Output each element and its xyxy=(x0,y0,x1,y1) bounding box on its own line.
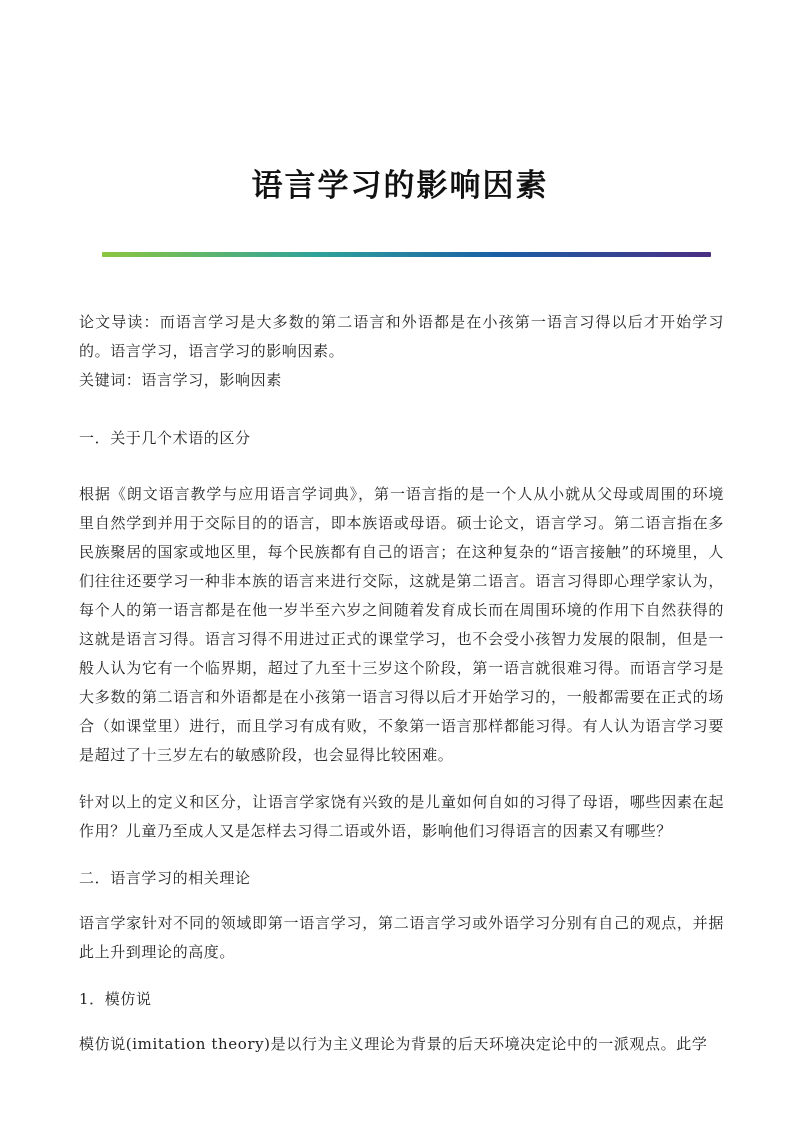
subsection-1-heading: 1．模仿说 xyxy=(79,990,152,1008)
title-divider xyxy=(102,252,711,257)
keywords-text: 关键词：语言学习，影响因素 xyxy=(79,371,282,389)
page-title: 语言学习的影响因素 xyxy=(251,168,549,204)
main-content xyxy=(79,480,724,1077)
paragraph-4: 模仿说(imitation theory)是以行为主义理论为背景的后天环境决定论中的一派观点。此学 xyxy=(79,1035,708,1053)
paragraph-1: 根据《朗文语言教学与应用语言学词典》，第一语言指的是一个人从小就从父母或周围的环境里自然学到并用于交际目的的语言，即本族语或母语。硕士论文，语言学习。第二语言指在多民族聚居的国家或地区里，每个民族都有自己的语言；在这种复杂的“语言接触”的环境里，人们往往还要学习一种非本族的语言来进行交际，这就是第二语言。语言习得即心理学家认为，每个人的第一语言都是在他一岁半至六岁之间随着发育成长而在周围环境的作用下自然获得的这就是语言习得。语言习得不用进过正式的课堂学习，也不会受小孩智力发展的限制，但是一般人认为它有一个临界期，超过了九至十三岁这个阶段，第一语言就很难习得。而语言学习是大多数的第二语言和外语都是在小孩第一语言习得以后才开始学习的，一般都需要在正式的场合（如课堂里）进行，而且学习有成有败，不象第一语言那样都能习得。有人认为语言学习要是超过了十三岁左右的敏感阶段，也会显得比较困难。 xyxy=(79,485,724,764)
paragraph-2: 针对以上的定义和区分，让语言学家饶有兴致的是儿童如何自如的习得了母语，哪些因素在起作用？儿童乃至成人又是怎样去习得二语或外语，影响他们习得语言的因素又有哪些？ xyxy=(79,793,724,840)
paragraph-3: 语言学家针对不同的领域即第一语言学习，第二语言学习或外语学习分别有自己的观点，并据此上升到理论的高度。 xyxy=(79,914,724,961)
section-1-heading: 一．关于几个术语的区分 xyxy=(79,429,251,447)
abstract xyxy=(79,308,724,366)
section-1-heading-block xyxy=(79,424,724,453)
keywords xyxy=(79,366,724,395)
section-2-heading: 二．语言学习的相关理论 xyxy=(79,869,251,887)
abstract-text: 论文导读：而语言学习是大多数的第二语言和外语都是在小孩第一语言习得以后才开始学习的。语言学习，语言学习的影响因素。 xyxy=(79,313,724,360)
